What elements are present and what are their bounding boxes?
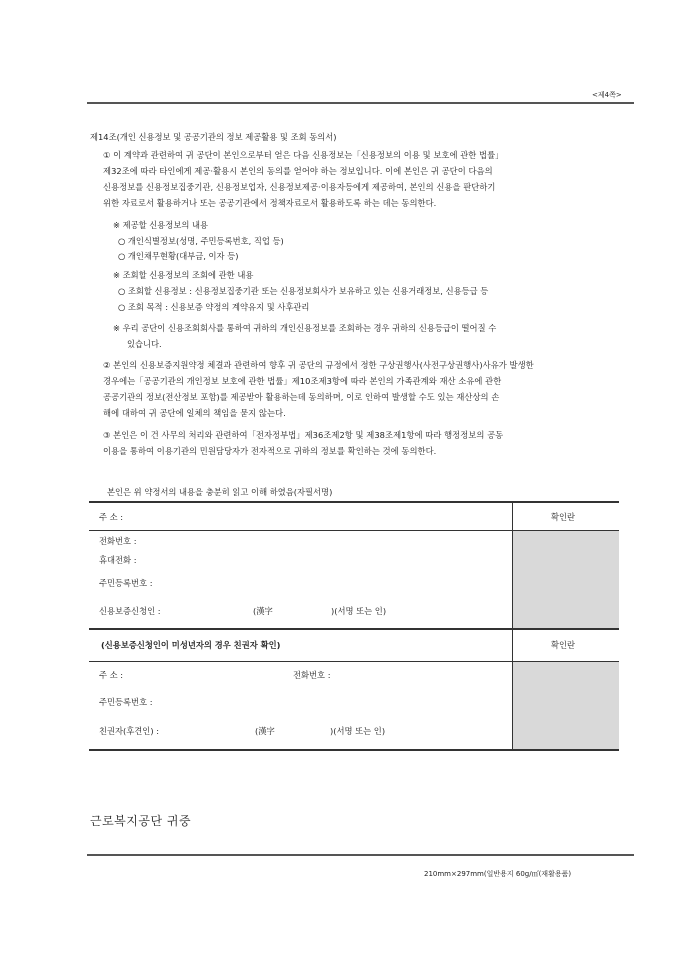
top-rule (87, 102, 634, 104)
inquiry-info-title: ※ 조회할 신용정보의 조회에 관한 내용 (113, 270, 254, 280)
guardian-title: (신용보증신청인이 미성년자의 경우 친권자 확인) (101, 640, 281, 650)
table-line (89, 661, 619, 662)
consent-statement: 본인은 위 약정서의 내용을 충분히 읽고 이해 하였음(자필서명) (107, 487, 333, 497)
table-bottom-line (89, 749, 619, 751)
para1-line: ① 이 계약과 관련하여 귀 공단이 본인으로부터 얻은 다음 신용정보는「신용정보의 이용 및 보호에 관한 법률」 (103, 150, 504, 160)
guardian-address-label: 주 소 : (99, 670, 124, 680)
guardian-hanja-label: (漢字 (255, 726, 275, 736)
applicant-label: 신용보증신청인 : (99, 606, 161, 616)
paragraph-3 (103, 427, 625, 459)
addressee: 근로복지공단 귀중 (90, 814, 192, 828)
para2-line: 공공기관의 정보(전산정보 포함)를 제공받아 활용하는데 동의하며, 이로 인하여 발생할 수도 있는 재산상의 손 (103, 392, 500, 402)
para2-line: ② 본인의 신용보증지원약정 체결과 관련하여 향후 귀 공단의 규정에서 정한 구상권행사(사전구상권행사)사유가 발생한 (103, 360, 534, 370)
applicant-confirm-label: 확인란 (551, 512, 576, 522)
table-line (89, 530, 619, 531)
para1-line: 신용정보를 신용정보집중기관, 신용정보업자, 신용정보제공·이용자등에게 제공하여, 본인의 신용을 판단하기 (103, 182, 496, 192)
para2-line: 해에 대하여 귀 공단에 일체의 책임을 묻지 않는다. (103, 408, 286, 418)
inquiry-item: ○ 조회할 신용정보 : 신용정보집중기관 또는 신용정보회사가 보유하고 있는 신용거래정보, 신용등급 등 (118, 286, 489, 296)
table-mid-line (89, 628, 619, 630)
bottom-rule (87, 854, 634, 856)
para3-line: 이용을 통하여 이용기관의 민원담당자가 전자적으로 귀하의 정보를 확인하는 것에 동의한다. (103, 446, 437, 456)
guardian-label: 친권자(후견인) : (99, 726, 159, 736)
provided-item: ○ 개인식별정보(성명, 주민등록번호, 직업 등) (118, 236, 284, 246)
article-heading: 제14조(개인 신용정보 및 공공기관의 정보 제공활용 및 조회 동의서) (90, 132, 337, 142)
guardian-confirm-box[interactable] (513, 662, 619, 749)
note-line: ※ 우리 공단이 신용조회회사를 통하여 귀하의 개인신용정보를 조회하는 경우 귀하의 신용등급이 떨어질 수 (113, 323, 497, 333)
credit-note (113, 320, 625, 352)
guardian-sign-label: )(서명 또는 인) (330, 726, 386, 736)
guardian-rrn-label: 주민등록번호 : (99, 697, 153, 707)
para1-line: 위한 자료로서 활용하거나 또는 공공기관에서 정책자료로서 활용하도록 하는 데는 동의한다. (103, 198, 437, 208)
table-divider (512, 501, 513, 751)
provided-info-title: ※ 제공할 신용정보의 내용 (113, 220, 209, 230)
provided-item: ○ 개인채무현황(대부금, 이자 등) (118, 251, 239, 261)
phone-label: 전화번호 : (99, 536, 137, 546)
applicant-confirm-box[interactable] (513, 531, 619, 628)
mobile-label: 휴대전화 : (99, 555, 137, 565)
para2-line: 경우에는「공공기관의 개인정보 보호에 관한 법률」제10조제3항에 따라 본인의 가족관계와 재산 소유에 관한 (103, 376, 502, 386)
paper-spec: 210mm×297mm(일반용지 60g/㎡(재활용품) (424, 870, 572, 878)
note-line: 있습니다. (127, 339, 162, 349)
rrn-label: 주민등록번호 : (99, 578, 153, 588)
table-top-line (89, 501, 619, 503)
guardian-phone-label: 전화번호 : (293, 670, 331, 680)
inquiry-item: ○ 조회 목적 : 신용보증 약정의 계약유지 및 사후관리 (118, 302, 310, 312)
address-label: 주 소 : (99, 512, 124, 522)
para1-line: 제32조에 따라 타인에게 제공·활용시 본인의 동의를 얻어야 하는 정보입니다. 이에 본인은 귀 공단이 다음의 (103, 166, 493, 176)
paragraph-1 (103, 147, 625, 211)
page-number: <제4쪽> (592, 91, 622, 99)
guardian-confirm-label: 확인란 (551, 640, 576, 650)
applicant-sign-label: )(서명 또는 인) (331, 606, 387, 616)
para3-line: ③ 본인은 이 건 사무의 처리와 관련하여「전자정부법」제36조제2항 및 제38조제1항에 따라 행정정보의 공동 (103, 430, 504, 440)
signature-table (89, 501, 619, 751)
applicant-hanja-label: (漢字 (253, 606, 273, 616)
paragraph-2 (103, 357, 625, 421)
